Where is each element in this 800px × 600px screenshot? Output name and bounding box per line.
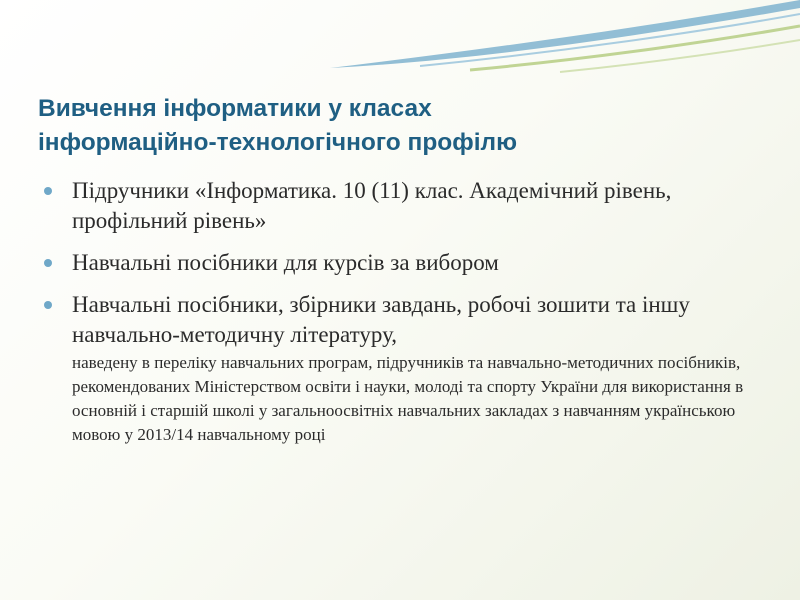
bullet-text: Навчальні посібники для курсів за вибором: [72, 250, 499, 275]
bullet-item-elective-courses: [42, 248, 762, 278]
slide-title: [38, 92, 758, 160]
bullet-item-methodical-literature: [42, 290, 762, 447]
bullet-subtext: наведену в переліку навчальних програм, підручників та навчально-методичних посібників, рекомендованих Міністерством освіти і науки, молоді та спорту України для використання в основній і старшій школі у загальноосвітніх навчальних закладах з навчанням українською мовою у 2013/14 навчальному році: [72, 353, 744, 444]
bullet-text: Підручники «Інформатика. 10 (11) клас. Академічний рівень, профільний рівень»: [72, 178, 672, 233]
bullet-list: [42, 176, 762, 459]
bullet-text: Навчальні посібники, збірники завдань, робочі зошити та іншу навчально-методичну літературу,: [72, 292, 690, 347]
title-line-2: інформаційно-технологічного профілю: [38, 129, 518, 156]
bullet-item-textbooks: [42, 176, 762, 236]
bullet-dot-icon: [44, 259, 52, 267]
bullet-dot-icon: [44, 301, 52, 309]
title-line-1: Вивчення інформатики у класах: [38, 95, 432, 122]
bullet-dot-icon: [44, 187, 52, 195]
